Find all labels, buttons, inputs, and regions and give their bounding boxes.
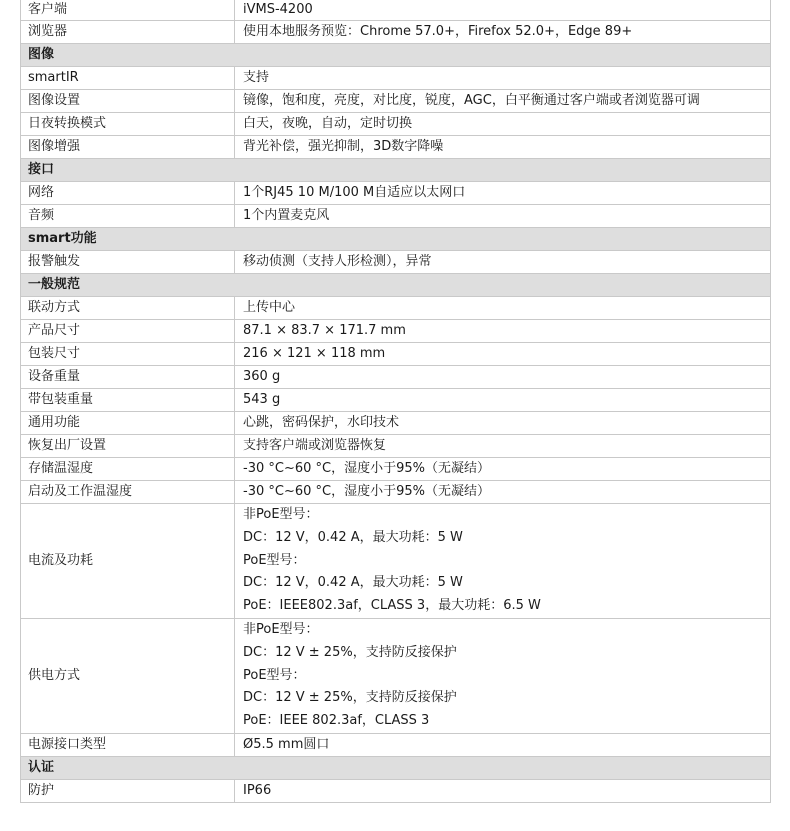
spec-key: 供电方式: [21, 618, 235, 733]
section-title: 认证: [21, 756, 771, 779]
spec-key: 电源接口类型: [21, 733, 235, 756]
spec-value-line: 非PoE型号：: [243, 507, 319, 522]
section-header: [21, 44, 771, 67]
spec-key: 联动方式: [21, 297, 235, 320]
spec-value: 上传中心: [235, 297, 771, 320]
spec-value: -30 °C~60 °C，湿度小于95%（无凝结）: [235, 481, 771, 504]
spec-row: [21, 504, 771, 619]
spec-value-line: PoE：IEEE802.3af，CLASS 3，最大功耗：6.5 W: [243, 598, 541, 614]
spec-key: 存储温湿度: [21, 458, 235, 481]
spec-key: smartIR: [21, 67, 235, 90]
spec-value-line: PoE型号：: [243, 667, 306, 683]
spec-row: [21, 297, 771, 320]
spec-value: 白天，夜晚，自动，定时切换: [235, 113, 771, 136]
spec-row: [21, 205, 771, 228]
spec-value: -30 °C~60 °C，湿度小于95%（无凝结）: [235, 458, 771, 481]
spec-row: [21, 389, 771, 412]
spec-key: 图像设置: [21, 90, 235, 113]
section-header: [21, 228, 771, 251]
spec-key: 启动及工作温湿度: [21, 481, 235, 504]
spec-value: 216 × 121 × 118 mm: [235, 343, 771, 366]
spec-row: [21, 251, 771, 274]
spec-row: [21, 366, 771, 389]
section-header: [21, 756, 771, 779]
spec-key: 包装尺寸: [21, 343, 235, 366]
section-title: 图像: [21, 44, 771, 67]
spec-row: [21, 90, 771, 113]
section-title: 接口: [21, 159, 771, 182]
section-title: smart功能: [21, 228, 771, 251]
spec-key: 通用功能: [21, 412, 235, 435]
spec-key: 图像增强: [21, 136, 235, 159]
spec-key: 防护: [21, 779, 235, 802]
spec-value-line: PoE：IEEE 802.3af，CLASS 3: [243, 713, 430, 729]
spec-value: 87.1 × 83.7 × 171.7 mm: [235, 320, 771, 343]
spec-value-line: DC：12 V，0.42 A，最大功耗：5 W: [243, 575, 463, 591]
spec-value: iVMS-4200: [235, 0, 771, 21]
spec-row: [21, 343, 771, 366]
spec-key: 带包装重量: [21, 389, 235, 412]
spec-row: [21, 458, 771, 481]
spec-key: 设备重量: [21, 366, 235, 389]
spec-value-line: PoE型号：: [243, 552, 306, 568]
spec-key: 客户端: [21, 0, 235, 21]
spec-key: 恢复出厂设置: [21, 435, 235, 458]
spec-value: 镜像，饱和度，亮度，对比度，锐度，AGC，白平衡通过客户端或者浏览器可调: [235, 90, 771, 113]
spec-row: [21, 0, 771, 21]
spec-row: [21, 67, 771, 90]
spec-key: 网络: [21, 182, 235, 205]
spec-row: [21, 481, 771, 504]
spec-value: 支持: [235, 67, 771, 90]
spec-key: 音频: [21, 205, 235, 228]
spec-value-line: DC：12 V ± 25%，支持防反接保护: [243, 644, 457, 660]
spec-value: 使用本地服务预览：Chrome 57.0+，Firefox 52.0+，Edge 89+: [235, 21, 771, 44]
spec-row: [21, 412, 771, 435]
section-header: [21, 159, 771, 182]
spec-value: 背光补偿，强光抑制，3D数字降噪: [235, 136, 771, 159]
spec-row: [21, 113, 771, 136]
spec-value: Ø5.5 mm圆口: [235, 733, 771, 756]
spec-value: 支持客户端或浏览器恢复: [235, 435, 771, 458]
spec-value: 360 g: [235, 366, 771, 389]
spec-value: 1个内置麦克风: [235, 205, 771, 228]
spec-key: 浏览器: [21, 21, 235, 44]
spec-table: [20, 0, 771, 803]
spec-value: 1个RJ45 10 M/100 M自适应以太网口: [235, 182, 771, 205]
spec-value: IP66: [235, 779, 771, 802]
spec-value-multiline: [235, 504, 771, 619]
spec-value: 移动侦测（支持人形检测），异常: [235, 251, 771, 274]
spec-key: 产品尺寸: [21, 320, 235, 343]
section-header: [21, 274, 771, 297]
spec-value: 543 g: [235, 389, 771, 412]
spec-row: [21, 779, 771, 802]
spec-row: [21, 182, 771, 205]
spec-value-line: DC：12 V，0.42 A，最大功耗：5 W: [243, 529, 463, 545]
spec-value: 心跳，密码保护，水印技术: [235, 412, 771, 435]
spec-row: [21, 21, 771, 44]
spec-row: [21, 435, 771, 458]
spec-value-multiline: [235, 618, 771, 733]
spec-table-body: [21, 0, 771, 802]
spec-row: [21, 136, 771, 159]
spec-value-line: DC：12 V ± 25%，支持防反接保护: [243, 690, 457, 706]
spec-row: [21, 733, 771, 756]
spec-row: [21, 618, 771, 733]
section-title: 一般规范: [21, 274, 771, 297]
spec-key: 日夜转换模式: [21, 113, 235, 136]
spec-key: 报警触发: [21, 251, 235, 274]
spec-value-line: 非PoE型号：: [243, 621, 319, 637]
spec-row: [21, 320, 771, 343]
spec-key: 电流及功耗: [21, 504, 235, 619]
